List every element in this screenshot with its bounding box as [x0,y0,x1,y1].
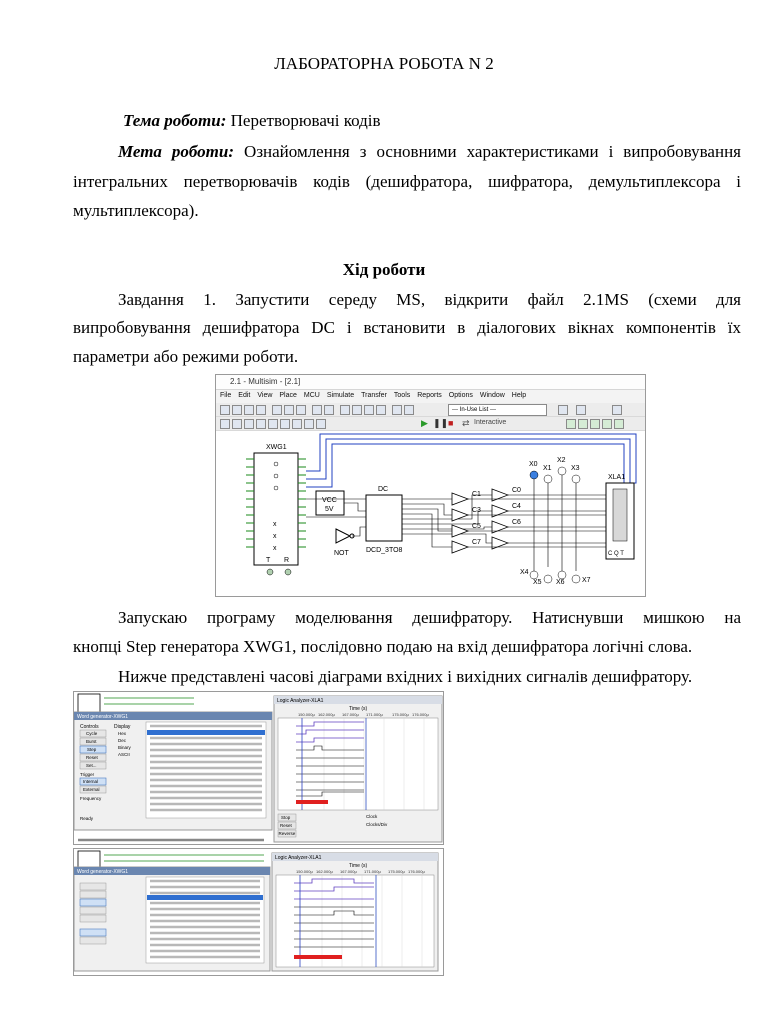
time-tick-1-0: 150.000μ [298,712,315,717]
transistor-icon[interactable] [256,419,266,429]
vcc-label: VCC [322,497,337,504]
xla1-label: XLA1 [608,474,626,481]
component-icon[interactable] [340,405,350,415]
clocks-div-label-1: Clocks/Div [366,822,388,827]
time-tick-2-2: 167.000μ [340,869,357,874]
probe-x2 [558,467,566,475]
probe-4-icon[interactable] [602,419,612,429]
time-tick-2-5: 176.000μ [408,869,425,874]
run-icon[interactable]: ▶ [421,418,428,428]
c6-label: C6 [512,519,521,526]
not-label: NOT [334,550,349,557]
goal-text-1: Ознайомлення з основними характеристиками і випробовування [234,142,741,161]
time-label-1: Time (s) [349,706,368,712]
x0-label: X0 [529,461,538,468]
dec-option-1: Dec [118,738,127,743]
topic-label: Тема роботи: [123,111,227,130]
probe-x5 [544,575,552,583]
menu-simulate[interactable]: Simulate [326,392,355,399]
reverse-button-1: Reverse [278,831,296,836]
svg-text:x: x [273,545,277,552]
la-title-2: Logic Analyzer-XLA1 [275,855,322,861]
time-tick-1-2: 167.000μ [342,712,359,717]
probe-x1 [544,475,552,483]
interactive-label[interactable]: Interactive [474,419,507,426]
c7-label: C7 [472,539,481,546]
menu-view[interactable]: View [257,392,273,399]
lab-title: ЛАБОРАТОРНА РОБОТА N 2 [274,54,494,73]
menu-place[interactable]: Place [279,392,297,399]
basic-icon[interactable] [232,419,242,429]
probe-x3 [572,475,580,483]
time-tick-1-1: 162.000μ [318,712,335,717]
zoom-in-icon[interactable] [392,405,402,415]
xwg1-r-label: R [284,557,290,564]
controls-label-1: Controls [80,724,99,730]
spreadsheet-icon[interactable] [364,405,374,415]
redo-icon[interactable] [324,405,334,415]
x7-label: X7 [582,577,591,584]
save-icon[interactable] [244,405,254,415]
sim-view-2 [74,849,443,975]
para2-line-1: Запускаю програму моделювання дешифратору. Натиснувши мишкою на [118,608,741,627]
pause-icon[interactable]: ❚❚ [433,418,449,428]
xla1-cqt-label: C Q T [608,551,624,557]
para3: Нижче представлені часові діаграми вхідних і вихідних сигналів дешифратору. [118,667,693,686]
goal-line-3: мультиплексора). [73,201,199,220]
database-icon[interactable] [376,405,386,415]
undo-icon[interactable] [312,405,322,415]
menu-tools[interactable]: Tools [393,392,411,399]
in-use-list-select[interactable]: --- In-Use List --- [448,404,547,416]
topic-text: Перетворювачі кодів [226,111,381,130]
c0-label: C0 [512,487,521,494]
help-icon[interactable] [558,405,568,415]
para2-line-2: кнопці Step генератора XWG1, послідовно подаю на вхід дешифратора логічні слова. [73,637,693,656]
window-title: 2.1 - Multisim - [2.1] [230,377,301,386]
print-icon[interactable] [256,405,266,415]
probe-2-icon[interactable] [578,419,588,429]
xwg1-t-label: T [266,557,271,564]
svg-text:x: x [273,521,277,528]
time-tick-2-3: 171.000μ [364,869,381,874]
time-tick-1-3: 171.000μ [366,712,383,717]
clock-label-1: Clock [366,814,378,819]
x1-label: X1 [543,465,552,472]
reset-la-button-1: Reset [280,823,292,828]
cmos-icon[interactable] [292,419,302,429]
step-button-1: Step [87,747,97,752]
menu-mcu[interactable]: MCU [303,392,320,399]
copy-icon[interactable] [284,405,294,415]
menu-window[interactable]: Window [479,392,505,399]
probe-x6 [558,571,566,579]
open-file-icon[interactable] [232,405,242,415]
new-file-icon[interactable] [220,405,230,415]
hex-option-1: Hex [118,731,127,736]
sim-view-1 [74,692,443,844]
ascii-option-1: ASCII [118,752,130,757]
source-icon[interactable] [220,419,230,429]
cycle-button-1: Cycle [86,731,98,736]
menu-reports[interactable]: Reports [417,392,442,399]
interactive-icon: ⇄ [462,418,470,428]
toolbar-1 [216,403,645,417]
x2-label: X2 [557,457,566,464]
time-tick-2-1: 162.000μ [316,869,333,874]
zoom-out-icon[interactable] [404,405,414,415]
set-button-1: Set... [86,763,97,768]
menu-file[interactable]: File [220,392,232,399]
ttl-icon[interactable] [280,419,290,429]
binary-option-1: Binary [118,745,131,750]
goal-line-2: інтегральних перетворювачів кодів (дешифратора, шифратора, демультиплексора і [73,172,741,191]
decoder-block [366,495,402,541]
grapher-icon[interactable] [352,405,362,415]
progress-heading: Хід роботи [342,260,426,279]
time-tick-1-5: 176.000μ [412,712,429,717]
probe-x0 [530,471,538,479]
cut-icon[interactable] [272,405,282,415]
settings-icon[interactable] [576,405,586,415]
topic-line [123,111,381,131]
toolbar-2 [216,417,645,431]
diode-icon[interactable] [244,419,254,429]
reset-button-1: Reset [86,755,98,760]
display-label-1: Display [114,724,131,730]
task1-line-2: випробовування дешифратора DC і встановити в діалогових вікнах компонентів їх [73,318,741,337]
x3-label: X3 [571,465,580,472]
multisim-screenshot [215,374,646,597]
wg-title-1: Word generator-XWG1 [77,714,129,720]
dc-part-label: DCD_3TO8 [366,547,403,554]
svg-text:x: x [273,533,277,540]
external-button-1: External [83,787,100,792]
goal-label: Мета роботи: [118,142,235,161]
probe-icon[interactable] [566,419,576,429]
schematic-canvas[interactable] [216,431,645,596]
c3-label: C3 [472,507,481,514]
task1-line-1: Завдання 1. Запустити середу MS, відкрити файл 2.1MS (схеми для [118,290,741,309]
stop-button-1: Stop [281,815,291,820]
simulation-screenshot-2 [73,848,444,976]
c4-label: C4 [512,503,521,510]
multisim-titlebar [216,375,645,390]
xwg1-label: XWG1 [266,444,287,451]
x4-label: X4 [520,569,529,576]
simulation-screenshot-1 [73,691,444,845]
la-title-1: Logic Analyzer-XLA1 [277,698,324,704]
probe-5-icon[interactable] [614,419,624,429]
paste-icon[interactable] [296,405,306,415]
time-tick-2-4: 175.000μ [388,869,405,874]
analog-icon[interactable] [268,419,278,429]
menu-transfer[interactable]: Transfer [361,392,387,399]
ready-label-1: Ready [80,816,94,821]
burst-button-1: Burst [86,739,97,744]
decoder-schematic [216,431,645,596]
dc-label: DC [378,486,389,493]
frequency-label-1: Frequency [80,796,102,801]
mcu-icon[interactable] [304,419,314,429]
x6-label: X6 [556,579,565,586]
c5-label: C5 [472,523,481,530]
internal-button-1: Internal [83,779,99,784]
goal-line-1 [118,142,741,162]
vcc-voltage: 5V [325,506,334,513]
menu-help[interactable]: Help [511,392,527,399]
task1-line-3: параметри або режими роботи. [73,347,299,366]
trigger-label-1: Trigger [80,772,95,777]
wg-title-2: Word generator-XWG1 [77,869,129,875]
stop-icon[interactable]: ■ [448,418,454,428]
time-tick-1-4: 175.000μ [392,712,409,717]
probe-x7 [572,575,580,583]
x5-label: X5 [533,579,542,586]
probe-x4 [530,571,538,579]
search-icon[interactable] [612,405,622,415]
probe-3-icon[interactable] [590,419,600,429]
menu-bar [216,390,645,402]
c1-label: C1 [472,491,481,498]
menu-edit[interactable]: Edit [238,392,251,399]
menu-options[interactable]: Options [448,392,473,399]
indicator-icon[interactable] [316,419,326,429]
time-tick-2-0: 150.000μ [296,869,313,874]
time-label-2: Time (s) [349,863,368,869]
